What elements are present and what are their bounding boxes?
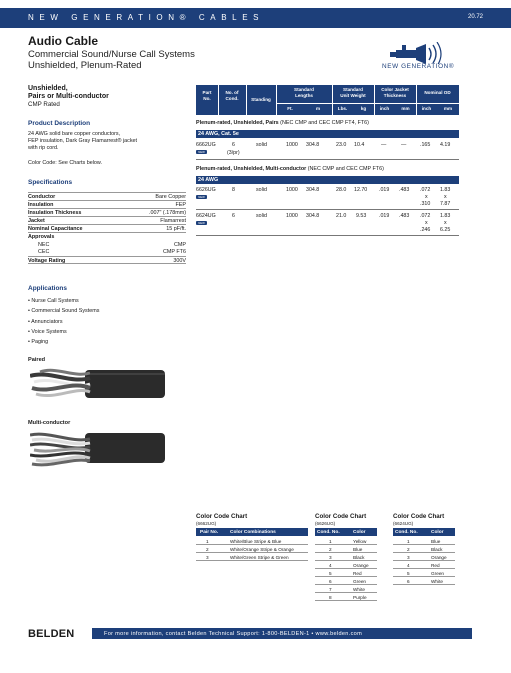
left-heading-2: Pairs or Multi-conductor bbox=[28, 93, 109, 100]
list-item: • Nurse Call Systems bbox=[28, 298, 79, 304]
footer-contact-text: For more information, contact Belden Technical Support: 1-800-BELDEN-1 • www.belden.com bbox=[104, 630, 363, 637]
table-row: 4 Red bbox=[393, 561, 455, 569]
paired-cable-image bbox=[30, 364, 165, 404]
belden-logo: BELDEN bbox=[28, 628, 75, 640]
paired-label: Paired bbox=[28, 357, 46, 363]
table-row: 6 Green bbox=[315, 577, 377, 585]
table-row: 3 Black bbox=[315, 553, 377, 561]
row-divider bbox=[196, 235, 459, 236]
table-row: 8 Purple bbox=[315, 593, 377, 601]
logo-text: NEW GENERATION® bbox=[382, 63, 455, 70]
table-row: 3 Orange bbox=[393, 553, 455, 561]
header-banner bbox=[0, 8, 511, 28]
awg-band-24: 24 AWG bbox=[196, 176, 459, 184]
list-item: • Voice Systems bbox=[28, 328, 67, 335]
left-heading-1: Unshielded, bbox=[28, 85, 68, 92]
spec-row: Jacket Flamarrest bbox=[28, 218, 186, 224]
table-row: 1 Blue bbox=[393, 537, 455, 545]
part-number: 6624UG bbox=[196, 213, 216, 219]
description-line-2: FEP insulation, Dark Gray Flamarrest® jacket bbox=[28, 138, 138, 144]
group-heading-pairs: Plenum-rated, Unshielded, Pairs (NEC CMP and CEC CMP FT4, FT6) bbox=[196, 120, 369, 126]
applications-list bbox=[28, 296, 99, 347]
table-row: 2 White/Orange Stripe & Orange bbox=[196, 545, 308, 553]
footer bbox=[0, 624, 511, 644]
table-row: 1 Yellow bbox=[315, 537, 377, 545]
part-number: 6662UG bbox=[196, 142, 216, 148]
page-number: 20.72 bbox=[467, 14, 483, 20]
spec-row: Nominal Capacitance 15 pF/ft. bbox=[28, 226, 186, 232]
product-description-title: Product Description bbox=[28, 120, 91, 127]
rating-text: CMP Rated bbox=[28, 101, 60, 108]
spec-row: Conductor Bare Copper bbox=[28, 194, 186, 200]
new-badge: NEW bbox=[196, 150, 207, 154]
table-row: 7 White bbox=[315, 585, 377, 593]
table-row: 5 Red bbox=[315, 569, 377, 577]
subtitle-line-1: Commercial Sound/Nurse Call Systems bbox=[28, 49, 195, 60]
table-row: 2 Blue bbox=[315, 545, 377, 553]
applications-title: Applications bbox=[28, 285, 68, 292]
row-divider bbox=[196, 209, 459, 210]
spec-row: Insulation Thickness .007" (.178mm) bbox=[28, 210, 186, 216]
awg-band-cat5e: 24 AWG, Cat. 5e bbox=[196, 130, 459, 138]
new-badge: NEW bbox=[196, 195, 207, 199]
description-line-1: 24 AWG solid bare copper conductors, bbox=[28, 131, 121, 137]
spec-row: Voltage Rating 300V bbox=[28, 258, 186, 264]
list-item: • Annunciators bbox=[28, 318, 63, 325]
subtitle-line-2: Unshielded, Plenum-Rated bbox=[28, 60, 142, 71]
new-badge: NEW bbox=[196, 221, 207, 225]
banner-title: NEW GENERATION® CABLES bbox=[28, 13, 265, 22]
table-row: 1 White/Blue Stripe & Blue bbox=[196, 537, 308, 545]
table-row: 2 Black bbox=[393, 545, 455, 553]
spec-row-approvals: Approvals NEC CMP CEC CMP FT6 bbox=[28, 234, 186, 255]
multi-conductor-cable-image bbox=[30, 427, 165, 469]
table-row: 3 White/Green Stripe & Green bbox=[196, 553, 308, 561]
spec-row: Insulation FEP bbox=[28, 202, 186, 208]
group-heading-multi: Plenum-rated, Unshielded, Multi-conductor (NEC CMP and CEC CMP FT6) bbox=[196, 166, 384, 172]
specifications-title: Specifications bbox=[28, 179, 73, 186]
product-table-header: Part No. No. of Cond. Standing Standard Lengths Standard Unit Weight Color Jacket Thickness Nominal OD Ft. m Lbs. kg inch mm inch mm bbox=[196, 85, 459, 115]
table-row: 5 Green bbox=[393, 569, 455, 577]
part-number: 6626UG bbox=[196, 187, 216, 193]
list-item: • Paging bbox=[28, 339, 49, 346]
page-title: Audio Cable bbox=[28, 34, 99, 48]
specifications-table bbox=[28, 192, 186, 264]
speaker-icon bbox=[382, 42, 462, 64]
new-generation-logo bbox=[382, 42, 462, 72]
color-code-note: Color Code: See Charts below. bbox=[28, 160, 103, 166]
table-row: 6 White bbox=[393, 577, 455, 585]
multi-conductor-label: Multi-conductor bbox=[28, 420, 71, 426]
description-line-3: with rip cord. bbox=[28, 145, 59, 151]
table-row: 4 Orange bbox=[315, 561, 377, 569]
list-item: • Commercial Sound Systems bbox=[28, 308, 100, 315]
row-divider bbox=[196, 159, 459, 160]
